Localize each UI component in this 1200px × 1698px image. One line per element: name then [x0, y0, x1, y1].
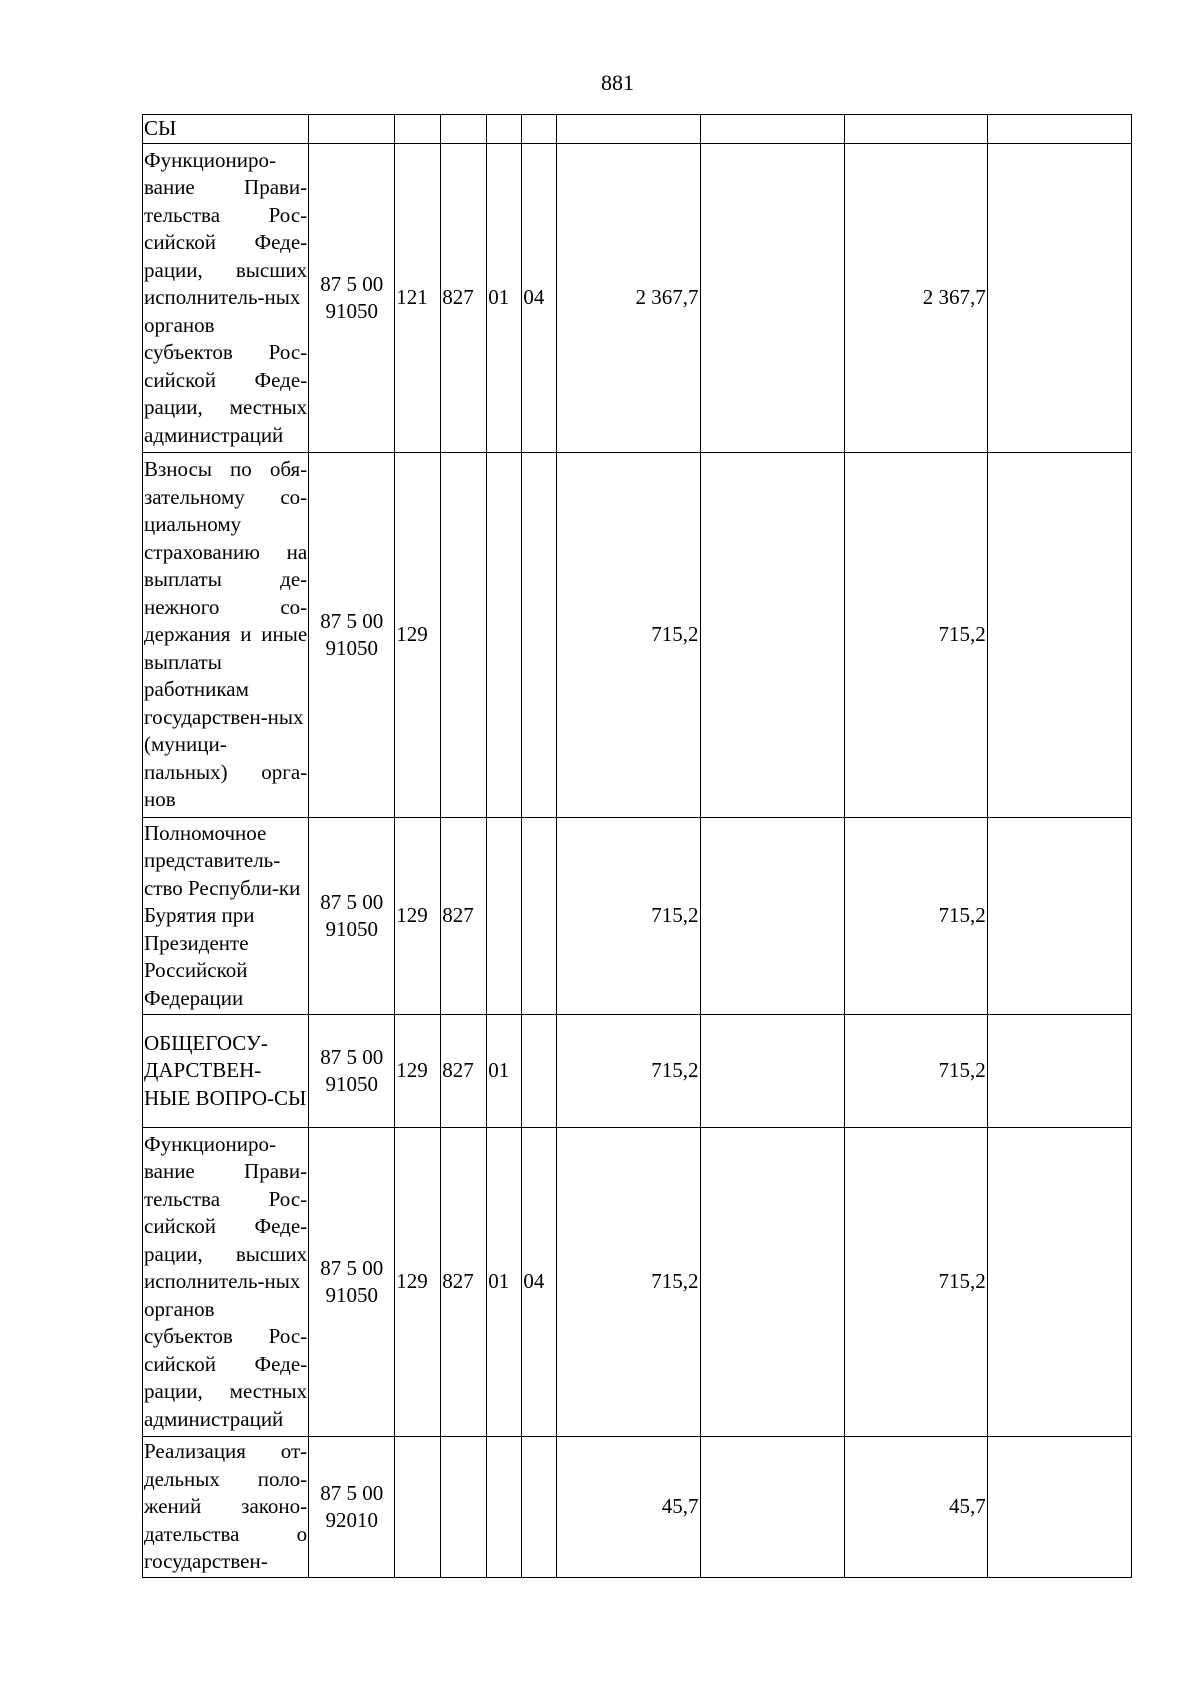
- table-row: [143, 1015, 1132, 1128]
- total-cell: 715,2: [844, 1128, 987, 1437]
- empty-cell: [700, 144, 844, 453]
- empty-cell: [700, 1015, 844, 1128]
- target-article-code: 87 5 00 91050: [309, 1015, 395, 1128]
- amount-cell: 715,2: [557, 453, 700, 818]
- expense-type-code: [395, 1437, 441, 1578]
- expense-type-code: 129: [395, 1015, 441, 1128]
- empty-cell: [700, 115, 844, 144]
- table-row: [143, 453, 1132, 818]
- row-name: Взносы по обя-зательному со-циальному страхованию на выплаты де-нежного со-держания и иные выплаты работникам государствен-ных (муници-пальных) орга-нов: [143, 453, 309, 818]
- expense-type-code: 129: [395, 1128, 441, 1437]
- row-name: Реализация от-дельных поло-жений законо-дательства о государствен-: [143, 1437, 309, 1578]
- empty-cell: [987, 115, 1131, 144]
- section-code: 01: [487, 1128, 522, 1437]
- section-code: 01: [487, 1015, 522, 1128]
- total-cell: [844, 115, 987, 144]
- subsection-code: [522, 1015, 557, 1128]
- empty-cell: [987, 818, 1131, 1015]
- target-article-code: 87 5 00 92010: [309, 1437, 395, 1578]
- target-article-code: 87 5 00 91050: [309, 453, 395, 818]
- target-article-code: 87 5 00 91050: [309, 144, 395, 453]
- ministry-code: [441, 115, 487, 144]
- empty-cell: [700, 818, 844, 1015]
- amount-cell: 45,7: [557, 1437, 700, 1578]
- row-name: Полномочное представитель-ство Республи-ки Бурятия при Президенте Российской Федерации: [143, 818, 309, 1015]
- table-row: [143, 1437, 1132, 1578]
- subsection-code: [522, 453, 557, 818]
- subsection-code: [522, 818, 557, 1015]
- empty-cell: [987, 144, 1131, 453]
- row-name: Функциониро-вание Прави-тельства Рос-сийской Феде-рации, высших исполнитель-ных органов субъектов Рос-сийской Феде-рации, местных администраций: [143, 144, 309, 453]
- section-code: 01: [487, 144, 522, 453]
- amount-cell: 2 367,7: [557, 144, 700, 453]
- amount-cell: [557, 115, 700, 144]
- subsection-code: 04: [522, 144, 557, 453]
- empty-cell: [987, 1128, 1131, 1437]
- amount-cell: 715,2: [557, 818, 700, 1015]
- total-cell: 45,7: [844, 1437, 987, 1578]
- table-row: [143, 144, 1132, 453]
- empty-cell: [987, 453, 1131, 818]
- target-article-code: 87 5 00 91050: [309, 818, 395, 1015]
- subsection-code: [522, 115, 557, 144]
- total-cell: 715,2: [844, 1015, 987, 1128]
- ministry-code: [441, 453, 487, 818]
- ministry-code: [441, 1437, 487, 1578]
- ministry-code: 827: [441, 818, 487, 1015]
- subsection-code: [522, 1437, 557, 1578]
- section-code: [487, 1437, 522, 1578]
- table-row: [143, 818, 1132, 1015]
- empty-cell: [700, 453, 844, 818]
- expense-type-code: [395, 115, 441, 144]
- target-article-code: 87 5 00 91050: [309, 1128, 395, 1437]
- row-name: СЫ: [143, 115, 309, 144]
- expense-type-code: 129: [395, 453, 441, 818]
- table-row: [143, 1128, 1132, 1437]
- row-name: ОБЩЕГОСУ-ДАРСТВЕН-НЫЕ ВОПРО-СЫ: [143, 1015, 309, 1128]
- subsection-code: 04: [522, 1128, 557, 1437]
- empty-cell: [700, 1128, 844, 1437]
- section-code: [487, 818, 522, 1015]
- row-name: Функциониро-вание Прави-тельства Рос-сийской Феде-рации, высших исполнитель-ных органов субъектов Рос-сийской Феде-рации, местных администраций: [143, 1128, 309, 1437]
- empty-cell: [987, 1437, 1131, 1578]
- total-cell: 715,2: [844, 453, 987, 818]
- total-cell: 715,2: [844, 818, 987, 1015]
- ministry-code: 827: [441, 1015, 487, 1128]
- ministry-code: 827: [441, 144, 487, 453]
- section-code: [487, 115, 522, 144]
- target-article-code: [309, 115, 395, 144]
- ministry-code: 827: [441, 1128, 487, 1437]
- amount-cell: 715,2: [557, 1128, 700, 1437]
- table-row: [143, 115, 1132, 144]
- empty-cell: [700, 1437, 844, 1578]
- empty-cell: [987, 1015, 1131, 1128]
- budget-table: [142, 114, 1132, 1578]
- page-number: 881: [601, 70, 634, 95]
- total-cell: 2 367,7: [844, 144, 987, 453]
- expense-type-code: 121: [395, 144, 441, 453]
- amount-cell: 715,2: [557, 1015, 700, 1128]
- section-code: [487, 453, 522, 818]
- expense-type-code: 129: [395, 818, 441, 1015]
